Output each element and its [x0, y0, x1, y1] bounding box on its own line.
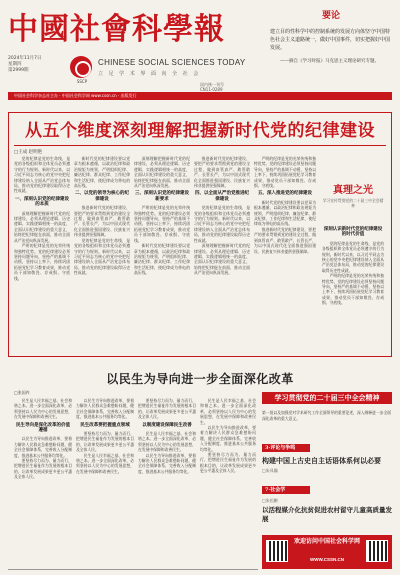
promo-item-title[interactable]: 构建中国上古史自主话语体系何以必要 — [262, 456, 381, 465]
zhenli-title: 真理之光 — [333, 185, 373, 196]
section-tag: 7·社会学 — [262, 486, 310, 494]
main-column-3 — [134, 156, 190, 352]
second-column-3 — [138, 398, 196, 566]
yaolun-source: ——摘自《学习时报》马克思主义理论研究专题。 — [280, 59, 379, 64]
paragraph: 民生是人民幸福之基、社会和谐之本。进一步全面深化改革，必须坚持以人民为中心的发展思想，在发展中保障和改善民生。 — [14, 398, 72, 420]
paragraph: 以民生为导向推进改革，要着力解决人民群众急难愁盼问题，健全社会保障体系，完善收入分配制度，推进基本公共服务均等化。 — [200, 425, 256, 452]
paragraph: 民生是人民幸福之基、社会和谐之本。进一步全面深化改革，必须坚持以人民为中心的发展思想，在发展中保障和改善民生。 — [138, 431, 196, 453]
section-subhead: 一、深刻认识党的纪律建设的本质 — [15, 196, 69, 208]
paragraph: 严明的纪律是党的光荣传统和独特优势。党的纪律建设必须坚持问题导向，坚持严的基调不动摇，坚持以上率下，持续巩固拓展党纪学习教育成果，推动党员干部知敬畏、存戒惧、守底线。 — [14, 243, 70, 281]
issue-weekday: 星期四 — [8, 62, 22, 67]
second-headline[interactable]: 以民生为导向进一步全面深化改革 — [106, 372, 294, 386]
zhenli-column-badge — [322, 181, 384, 221]
second-column-2 — [76, 398, 134, 566]
paragraph: 深刻理解把握新时代党的纪律建设，必须从理论逻辑、历史逻辑、实践逻辑相统一的高度，全面认识纪律建设的重大意义，始终把纪律挺在前面，推动全面从严治党向纵深发展。 — [134, 156, 190, 189]
main-column-6 — [322, 224, 384, 352]
second-column-1 — [14, 398, 72, 566]
paragraph: 推进新时代党的纪律建设，要把严的要求贯彻到党的建设全过程，做到真管真严、敢管敢严、长管长严，为以中国式现代化全面推进强国建设、民族复兴伟业提供坚强保障。 — [194, 156, 250, 189]
promo-item-title[interactable]: 以活程媒介化抗贫促进农村留守儿童高质量发展 — [262, 506, 392, 523]
banner-title: 欢迎访问中国社会科学网 — [293, 538, 360, 545]
section-subhead: 五、深入推进党的纪律建设 — [258, 191, 312, 197]
masthead — [8, 8, 248, 52]
paragraph: 以民生为导向推进改革，要着力解决人民群众急难愁盼问题，健全社会保障体系，完善收入分配制度，推进基本公共服务均等化。 — [14, 436, 72, 458]
main-headline[interactable]: 从五个维度深刻理解把握新时代党的纪律建设 — [25, 121, 375, 141]
bottom-rule — [8, 569, 258, 570]
section-tag: 3·评论与争鸣 — [262, 444, 310, 452]
headline-rule — [14, 145, 386, 146]
yaolun-heading: 要论 — [321, 11, 340, 21]
paragraph: 新时代党的纪律建设要以党章为根本遵循，以政治纪律和政治规矩为统领，严明组织纪律、廉洁纪律、群众纪律、工作纪律和生活纪律，使纪律成为带电的高压线。 — [254, 199, 316, 227]
yaolun-box — [270, 8, 392, 90]
paragraph: 推进新时代党的纪律建设，要把严的要求贯彻到党的建设全过程，做到真管真严、敢管敢严、长管长严，为以中国式现代化全面推进强国建设、民族复兴伟业提供坚强保障。 — [74, 205, 130, 238]
paragraph: 要坚持尽力而为、量力而行，把增进民生福祉作为发展的根本目的，让改革发展成果更多更公平惠及全体人民。 — [76, 431, 134, 453]
paragraph: 党的纪律是党的生命线，是党的各级组织和全体党员必须遵守的行为规则。新时代以来，以习近平同志为核心的党中央把纪律建设纳入全面从严治党总体布局，推动党的纪律建设取得历史性成就。 — [74, 237, 130, 276]
issue-info — [8, 56, 68, 74]
banner-url[interactable]: WWW.CSSN.CN — [310, 557, 344, 562]
code-line: 国内统一刊号 — [200, 82, 224, 87]
main-column-5 — [254, 156, 316, 352]
section-subhead: 深刻认识新时代党的纪律建设的时代价值 — [323, 227, 383, 238]
newspaper-title: 中國社會科學報 — [8, 12, 225, 47]
yaolun-line-2: 体坚守中国特色社会主义道路统一，做好中国事件，切实把握好中国发展。 — [270, 29, 391, 51]
paragraph: 民生是人民幸福之基、社会和谐之本。进一步全面深化改革，必须坚持以人民为中心的发展思想，在发展中保障和改善民生。 — [76, 452, 134, 474]
section-subhead: 四、以全面从严治党推进纪律建设 — [195, 191, 249, 202]
code-line: CN11-0289 — [200, 87, 223, 92]
paragraph: 推进新时代党的纪律建设，要把严的要求贯彻到党的建设全过程，做到真管真严、敢管敢严、长管长严，为以中国式现代化全面推进强国建设、民族复兴伟业提供坚强保障。 — [254, 226, 316, 254]
paragraph: 党的纪律是党的生命线，是党的各级组织和全体党员必须遵守的行为规则。新时代以来，以习近平同志为核心的党中央把纪律建设纳入全面从严治党总体布局，推动党的纪律建设取得历史性成就。 — [322, 240, 384, 273]
paragraph: 严明的纪律是党的光荣传统和独特优势。党的纪律建设必须坚持问题导向，坚持严的基调不动摇，坚持以上率下，持续巩固拓展党纪学习教育成果，推动党员干部知敬畏、存戒惧、守底线。 — [134, 205, 190, 243]
section-subhead: 以制度建设保障民生改善 — [142, 422, 192, 428]
paragraph: 要坚持尽力而为、量力而行，把增进民生福祉作为发展的根本目的，让改革发展成果更多更公平惠及全体人民。 — [200, 452, 256, 474]
paragraph: 深刻理解把握新时代党的纪律建设，必须从理论逻辑、历史逻辑、实践逻辑相统一的高度，全面认识纪律建设的重大意义，始终把纪律挺在前面，推动全面从严治党向纵深发展。 — [14, 210, 70, 243]
yaolun-line-1: 建立目的性科学中的控制系统的发展方向 — [270, 29, 361, 35]
promo-bar[interactable]: 学习贯彻党的二十届三中全会精神 — [262, 392, 392, 404]
paragraph: 以民生为导向推进改革，要着力解决人民群众急难愁盼问题，健全社会保障体系，完善收入分配制度，推进基本公共服务均等化。 — [138, 452, 196, 474]
main-column-1 — [14, 156, 70, 352]
promo-item-author: □朱凤瀚 — [262, 468, 278, 473]
paragraph: 党的纪律是党的生命线，是党的各级组织和全体党员必须遵守的行为规则。新时代以来，以习近平同志为核心的党中央把纪律建设纳入全面从严治党总体布局，推动党的纪律建设取得历史性成就。 — [14, 156, 70, 194]
qr-code-icon — [366, 540, 388, 562]
promo-text: 第一批以及加强党对学术研究工作全面领导的重要论述，深入阐释进一步全面深化改革的重大意义。 — [262, 410, 392, 421]
english-title: CHINESE SOCIAL SCIENCES TODAY — [98, 58, 246, 67]
red-band-text: 中国社会科学杂志社主办 · 中国社会科学网 www.cssn.cn · 出版发行 — [14, 93, 137, 98]
paragraph: 严明的纪律是党的光荣传统和独特优势。党的纪律建设必须坚持问题导向，坚持严的基调不动摇，坚持以上率下，持续巩固拓展党纪学习教育成果，推动党员干部知敬畏、存戒惧、守底线。 — [254, 156, 316, 189]
qr-code-icon — [266, 540, 288, 562]
paragraph: 以民生为导向推进改革，要着力解决人民群众急难愁盼问题，健全社会保障体系，完善收入分配制度，推进基本公共服务均等化。 — [76, 398, 134, 420]
paragraph: 深刻理解把握新时代党的纪律建设，必须从理论逻辑、历史逻辑、实践逻辑相统一的高度，全面认识纪律建设的重大意义，始终把纪律挺在前面，推动全面从严治党向纵深发展。 — [194, 243, 250, 276]
paragraph: 党的纪律是党的生命线，是党的各级组织和全体党员必须遵守的行为规则。新时代以来，以习近平同志为核心的党中央把纪律建设纳入全面从严治党总体布局，推动党的纪律建设取得历史性成就。 — [194, 205, 250, 243]
yaolun-text — [270, 28, 392, 52]
paragraph: 要坚持尽力而为、量力而行，把增进民生福祉作为发展的根本目的，让改革发展成果更多更公平惠及全体人民。 — [138, 398, 196, 420]
red-band — [8, 92, 392, 100]
second-byline: □张国祚 — [14, 390, 30, 395]
paragraph: 新时代党的纪律建设要以党章为根本遵循，以政治纪律和政治规矩为统领，严明组织纪律、廉洁纪律、群众纪律、工作纪律和生活纪律，使纪律成为带电的高压线。 — [74, 156, 130, 189]
paragraph: 要坚持尽力而为、量力而行，把增进民生福祉作为发展的根本目的，让改革发展成果更多更公平惠及全体人民。 — [14, 458, 72, 480]
section-subhead: 民生导向是深化改革的价值遵循 — [16, 422, 70, 434]
second-column-4 — [200, 398, 256, 566]
issue-date: 2024年11月7日 — [8, 56, 42, 61]
paragraph: 严明的纪律是党的光荣传统和独特优势。党的纪律建设必须坚持问题导向，坚持严的基调不动摇，坚持以上率下，持续巩固拓展党纪学习教育成果，推动党员干部知敬畏、存戒惧、守底线。 — [322, 273, 384, 306]
section-subhead: 三、深刻认识党的纪律建设新要求 — [135, 191, 189, 202]
main-column-4 — [194, 156, 250, 352]
issue-number: 第2999期 — [8, 68, 29, 73]
zhenli-subtitle: 学习宣传贯彻党的二十届三中全会精神 — [322, 198, 384, 208]
main-byline: □王成 赵明艳 — [14, 150, 43, 155]
main-column-2 — [74, 156, 130, 352]
logo-label: SSCP — [76, 79, 88, 84]
paragraph: 民生是人民幸福之基、社会和谐之本。进一步全面深化改革，必须坚持以人民为中心的发展思想，在发展中保障和改善民生。 — [200, 398, 256, 425]
slogan: 立 足 学 术 界 面 向 全 社 会 — [98, 71, 201, 77]
section-subhead: 二、以党的领导为核心的纪律建设 — [75, 191, 129, 202]
paragraph: 新时代党的纪律建设要以党章为根本遵循，以政治纪律和政治规矩为统领，严明组织纪律、廉洁纪律、群众纪律、工作纪律和生活纪律，使纪律成为带电的高压线。 — [134, 243, 190, 276]
sscp-logo-icon — [70, 56, 92, 78]
section-subhead: 民生改革要把握重点领域 — [80, 422, 130, 428]
promo-item-author: □朱恒鹏 — [262, 498, 278, 503]
